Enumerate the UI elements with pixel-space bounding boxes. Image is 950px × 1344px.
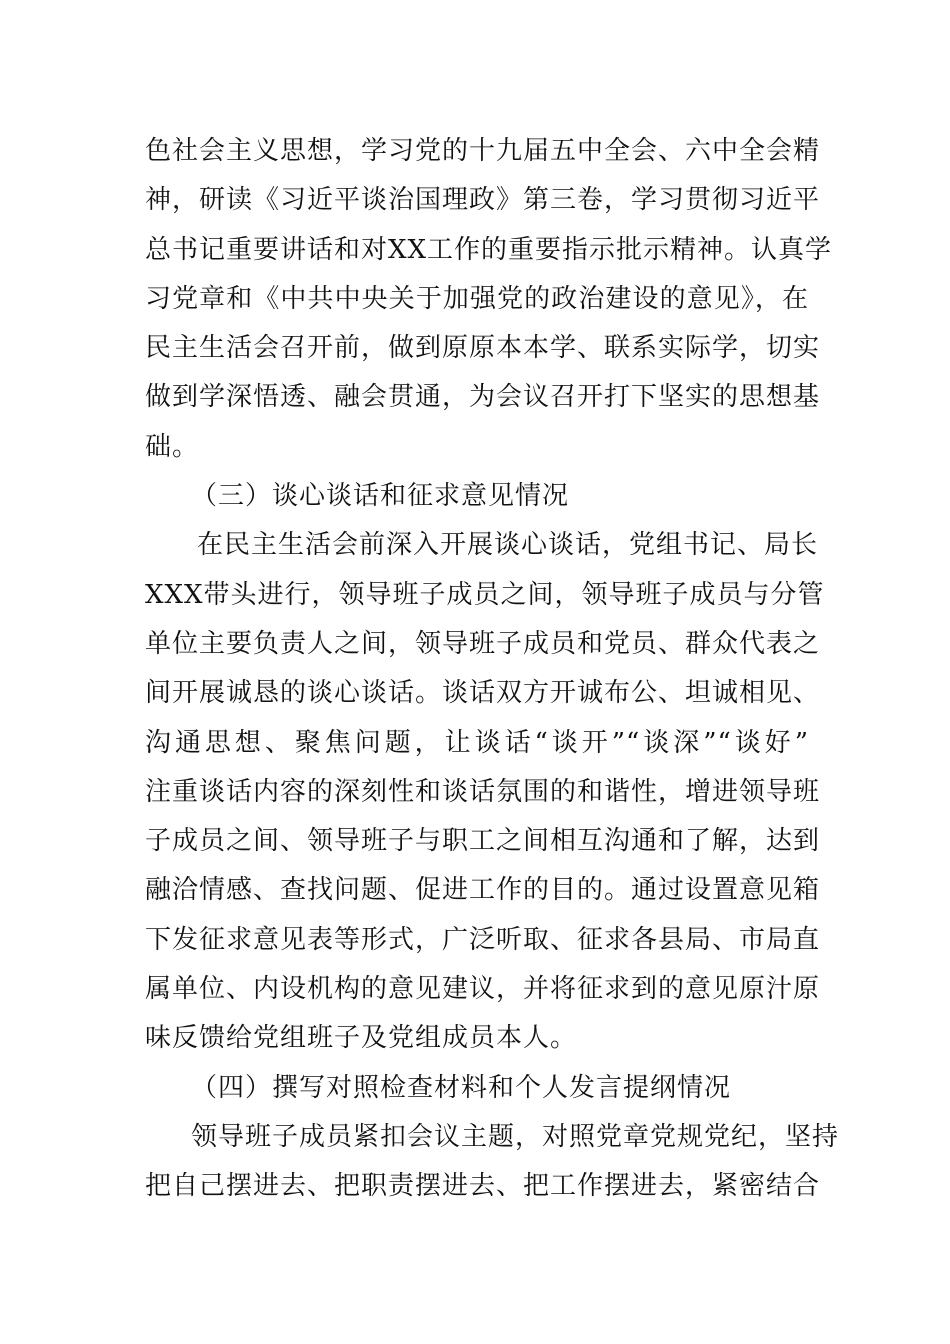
text-line: 子成员之间、领导班子与职工之间相互沟通和了解，达到 bbox=[145, 826, 821, 857]
paragraph-materials bbox=[145, 1113, 840, 1212]
text-line: 习党章和《中共中央关于加强党的政治建设的意见》，在 bbox=[145, 283, 809, 314]
text-line: 下发征求意见表等形式，广泛听取、征求各县局、市局直 bbox=[145, 924, 821, 955]
text-line: 神，研读《习近平谈治国理政》第三卷，学习贯彻习近平 bbox=[145, 185, 821, 216]
text-line: 注重谈话内容的深刻性和谈话氛围的和谐性，增进领导班 bbox=[145, 776, 821, 807]
text-line: 融洽情感、查找问题、促进工作的目的。通过设置意见箱 bbox=[145, 875, 821, 906]
text-line: 沟通思想、聚焦问题，让谈话“谈开”“谈深”“谈好” bbox=[145, 727, 809, 758]
section-heading-3: （三）谈心谈话和征求意见情况 bbox=[191, 481, 570, 512]
paragraph-study bbox=[145, 127, 833, 472]
text-line: 础。 bbox=[145, 431, 200, 462]
text-line: 单位主要负责人之间，领导班子成员和党员、群众代表之 bbox=[145, 628, 821, 659]
text-line: XXX带头进行，领导班子成员之间，领导班子成员与分管 bbox=[145, 579, 825, 610]
text-line: 间开展诚恳的谈心谈话。谈话双方开诚布公、坦诚相见、 bbox=[145, 678, 821, 709]
document-body bbox=[145, 127, 840, 1212]
text-line: 民主生活会召开前，做到原原本本学、联系实际学，切实 bbox=[145, 333, 821, 364]
text-line: 做到学深悟透、融会贯通，为会议召开打下坚实的思想基 bbox=[145, 382, 821, 413]
text-line: 味反馈给党组班子及党组成员本人。 bbox=[145, 1023, 578, 1054]
text-line: 在民主生活会前深入开展谈心谈话，党组书记、局长 bbox=[197, 530, 819, 561]
text-line: 属单位、内设机构的意见建议，并将征求到的意见原汁原 bbox=[145, 974, 821, 1005]
section-heading-4: （四）撰写对照检查材料和个人发言提纲情况 bbox=[191, 1072, 732, 1103]
text-line: 色社会主义思想，学习党的十九届五中全会、六中全会精 bbox=[145, 136, 821, 166]
text-line: 把自己摆进去、把职责摆进去、把工作摆进去，紧密结合 bbox=[145, 1171, 821, 1202]
text-line: 领导班子成员紧扣会议主题，对照党章党规党纪，坚持 bbox=[191, 1121, 840, 1152]
text-line: 总书记重要讲话和对XX工作的重要指示批示精神。认真学 bbox=[145, 234, 833, 265]
paragraph-talks bbox=[145, 521, 825, 1063]
